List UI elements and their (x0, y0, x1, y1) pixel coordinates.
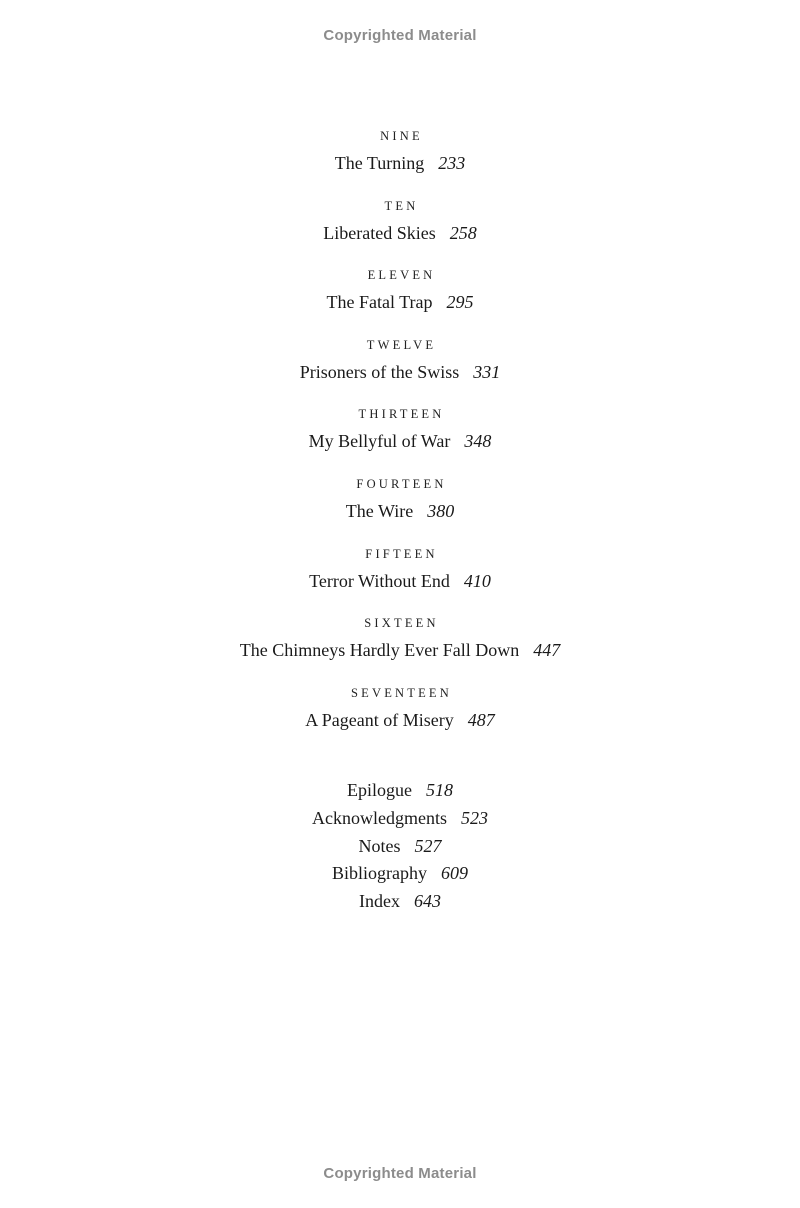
page-number: 609 (441, 863, 468, 884)
chapter-line (0, 152, 800, 174)
chapter-number: FOURTEEN (356, 476, 447, 491)
entry-title: Index (359, 891, 400, 912)
entry-title: Epilogue (347, 780, 412, 800)
page-number: 233 (438, 153, 466, 173)
chapter-title: Prisoners of the Swiss (299, 361, 460, 382)
chapter-title: The Chimneys Hardly Ever Fall Down (239, 640, 520, 661)
toc-entry-chapter-15[interactable] (0, 546, 800, 616)
chapter-title: A Pageant of Misery (305, 709, 454, 730)
toc-entry-chapter-13[interactable] (0, 406, 800, 476)
chapter-number: NINE (380, 129, 423, 143)
page-number: 643 (413, 891, 441, 912)
chapter-line (0, 570, 800, 592)
toc-entry-chapter-11[interactable] (0, 267, 800, 337)
chapter-line (0, 430, 800, 452)
page-number: 258 (449, 222, 477, 243)
chapter-number: SIXTEEN (364, 616, 439, 631)
watermark-top: Copyrighted Material (323, 27, 477, 44)
chapter-number: ELEVEN (367, 268, 436, 283)
chapter-line (0, 639, 800, 661)
page-number: 487 (467, 709, 495, 730)
chapter-number: TEN (384, 198, 419, 213)
page-number: 410 (463, 570, 491, 591)
toc-entry-chapter-16[interactable] (0, 615, 800, 685)
page-number: 348 (464, 431, 492, 452)
chapter-title: The Turning (334, 153, 425, 173)
page-number: 331 (473, 361, 501, 382)
page-number: 295 (446, 292, 474, 313)
watermark-bottom: Copyrighted Material (323, 1165, 477, 1182)
table-of-contents (0, 128, 800, 754)
chapter-line (0, 500, 800, 522)
toc-entry-chapter-9[interactable] (0, 128, 800, 198)
toc-entry-chapter-17[interactable] (0, 685, 800, 755)
page-number: 447 (533, 640, 561, 661)
entry-title: Acknowledgments (312, 807, 447, 828)
chapter-title: The Fatal Trap (326, 292, 433, 313)
chapter-title: Liberated Skies (323, 222, 436, 243)
toc-entry-chapter-12[interactable] (0, 337, 800, 407)
entry-title: Bibliography (332, 863, 427, 884)
toc-entry-chapter-10[interactable] (0, 198, 800, 268)
toc-entry-index[interactable] (0, 888, 800, 916)
chapter-number: SEVENTEEN (350, 685, 452, 700)
chapter-number: TWELVE (366, 337, 437, 352)
chapter-number: THIRTEEN (358, 407, 445, 422)
page-number: 380 (427, 500, 455, 521)
chapter-title: The Wire (345, 500, 414, 521)
chapter-line (0, 361, 800, 383)
toc-entry-notes[interactable] (0, 833, 800, 861)
toc-entry-chapter-14[interactable] (0, 476, 800, 546)
chapter-number: FIFTEEN (365, 546, 438, 561)
toc-entry-epilogue[interactable] (0, 777, 800, 805)
chapter-line (0, 222, 800, 244)
back-matter-list (0, 777, 800, 916)
chapter-line (0, 291, 800, 313)
page-number: 518 (426, 780, 453, 800)
chapter-title: My Bellyful of War (308, 431, 451, 452)
entry-title: Notes (358, 835, 401, 856)
page-number: 523 (460, 807, 488, 828)
toc-entry-bibliography[interactable] (0, 860, 800, 888)
page-number: 527 (414, 835, 442, 856)
chapter-title: Terror Without End (309, 570, 450, 591)
toc-entry-acknowledgments[interactable] (0, 805, 800, 833)
chapter-line (0, 709, 800, 731)
